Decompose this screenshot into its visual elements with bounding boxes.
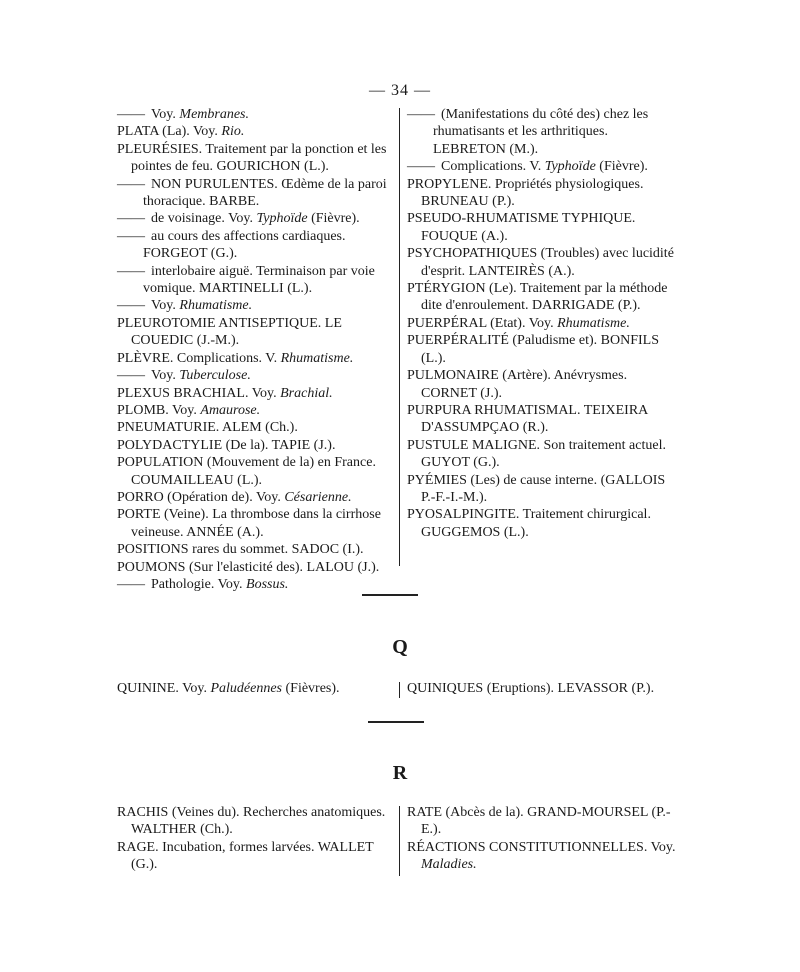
section-letter-r: R <box>392 762 408 784</box>
entry-italic: Bossus. <box>246 576 289 592</box>
entry-text: PUERPÉRALITÉ (Paludisme et). BONFILS (L.). <box>407 333 659 366</box>
index-entry <box>117 228 391 263</box>
index-entry <box>117 350 391 367</box>
entry-dash: —— <box>117 211 145 227</box>
entry-text: PSYCHOPATHIQUES (Troubles) avec lucidité d'esprit. LANTEIRÈS (A.). <box>407 246 674 279</box>
entry-dash: —— <box>117 263 145 279</box>
entry-italic: Membranes. <box>179 107 250 122</box>
entry-dash: —— <box>117 298 145 314</box>
entry-text: PLOMB. Voy. <box>117 402 201 418</box>
entry-text: PYÉMIES (Les) de cause interne. (GALLOIS P.-F.-I.-M.). <box>407 472 666 505</box>
entry-text: POPULATION (Mouvement de la) en France. COUMAILLEAU (L.). <box>117 455 376 488</box>
index-entry <box>117 804 391 839</box>
q-left-text: QUININE. Voy. <box>117 681 211 696</box>
index-entry <box>407 106 683 158</box>
index-entry <box>407 210 683 245</box>
entry-text: PROPYLENE. Propriétés physiologiques. BRUNEAU (P.). <box>407 176 644 210</box>
index-entry <box>407 437 683 472</box>
entry-after: (Fièvre). <box>307 211 360 227</box>
entry-text: POUMONS (Sur l'elasticité des). LALOU (J.). <box>117 559 380 575</box>
entry-text: PORRO (Opération de). Voy. <box>117 489 285 505</box>
entry-italic: Rio. <box>221 124 245 140</box>
column-divider-p <box>399 108 400 566</box>
entry-text: Pathologie. Voy. <box>151 576 247 592</box>
entry-text: PLATA (La). Voy. <box>117 124 222 140</box>
entry-text: PYOSALPINGITE. Traitement chirurgical. GUGGEMOS (L.). <box>407 507 651 540</box>
entry-text: Complications. V. <box>441 159 545 175</box>
entry-italic: Tuberculose. <box>179 368 251 384</box>
entry-text: RAGE. Incubation, formes larvées. WALLET (G.). <box>117 839 374 873</box>
entry-text: NON PURULENTES. Œdème de la paroi thoracique. BARBE. <box>143 176 387 210</box>
index-entry <box>407 367 683 402</box>
entry-text: PLEXUS BRACHIAL. Voy. <box>117 385 281 401</box>
entry-dash: —— <box>117 576 145 592</box>
index-entry <box>117 506 391 541</box>
index-entry <box>407 280 683 315</box>
entry-dash: —— <box>407 107 435 122</box>
q-right-text: QUINIQUES (Eruptions). LEVASSOR (P.). <box>407 681 655 696</box>
index-entry <box>117 176 391 211</box>
entry-text: PULMONAIRE (Artère). Anévrysmes. CORNET (J.). <box>407 368 628 401</box>
entry-italic: Rhumatisme. <box>179 298 253 314</box>
index-entry <box>407 315 683 332</box>
entry-text: PSEUDO-RHUMATISME TYPHIQUE. FOUQUE (A.). <box>407 211 636 244</box>
entry-dash: —— <box>117 228 145 244</box>
q-left-entry <box>117 680 391 697</box>
index-entry <box>117 437 391 454</box>
entry-text: PLEURÉSIES. Traitement par la ponction et les pointes de feu. GOURICHON (L.). <box>117 141 387 175</box>
entry-text: POSITIONS rares du sommet. SADOC (I.). <box>117 542 364 558</box>
entry-text: interlobaire aiguë. Terminaison par voie vomique. MARTINELLI (L.). <box>143 263 375 297</box>
index-entry <box>117 454 391 489</box>
index-entry <box>407 804 683 839</box>
index-entry <box>117 123 391 140</box>
entry-text: PLÈVRE. Complications. V. <box>117 350 281 366</box>
section-letter-q: Q <box>392 636 408 658</box>
right-column-p <box>407 106 683 541</box>
index-entry <box>117 559 391 576</box>
index-entry <box>117 541 391 558</box>
index-entry <box>117 402 391 419</box>
index-entry <box>117 315 391 350</box>
entry-text: RÉACTIONS CONSTITUTIONNELLES. Voy. <box>407 839 676 855</box>
index-entry <box>407 176 683 211</box>
index-entry <box>117 839 391 874</box>
entry-italic: Brachial. <box>280 385 333 401</box>
entry-text: Voy. <box>151 298 180 314</box>
entry-dash: —— <box>117 107 145 122</box>
index-entry <box>117 141 391 176</box>
left-column-p <box>117 106 391 593</box>
entry-italic: Typhoïde <box>544 159 596 175</box>
index-entry <box>407 245 683 280</box>
entry-italic: Rhumatisme. <box>557 315 630 331</box>
column-divider-r <box>399 806 400 876</box>
index-entry <box>117 367 391 384</box>
entry-text: Voy. <box>151 368 180 384</box>
entry-text: RACHIS (Veines du). Recherches anatomiques. WALTHER (Ch.). <box>117 805 386 838</box>
q-left-after: (Fièvres). <box>282 681 340 696</box>
entry-italic: Typhoïde <box>256 211 308 227</box>
index-entry <box>117 489 391 506</box>
entry-text: PURPURA RHUMATISMAL. TEIXEIRA D'ASSUMPÇAO (R.). <box>407 402 648 436</box>
page-number: — 34 — <box>369 82 431 99</box>
entry-text: PORTE (Veine). La thrombose dans la cirrhose veineuse. ANNÉE (A.). <box>117 507 381 540</box>
entry-after: (Fièvre). <box>595 159 648 175</box>
entry-italic: Amaurose. <box>200 402 261 418</box>
entry-text: RATE (Abcès de la). GRAND-MOURSEL (P.-E.). <box>407 805 671 838</box>
index-entry <box>117 106 391 123</box>
entry-text: (Manifestations du côté des) chez les rhumatisants et les arthritiques. LEBRETON (M.). <box>433 107 649 157</box>
q-right-entry <box>407 680 683 697</box>
entry-text: Voy. <box>151 107 180 122</box>
entry-dash: —— <box>117 176 145 192</box>
index-entry <box>117 419 391 436</box>
index-entry <box>117 210 391 227</box>
index-entry <box>407 839 683 874</box>
index-entry <box>117 297 391 314</box>
entry-text: POLYDACTYLIE (De la). TAPIE (J.). <box>117 437 336 453</box>
section-rule-1 <box>362 594 418 596</box>
index-entry <box>117 385 391 402</box>
entry-text: PTÉRYGION (Le). Traitement par la méthode dite d'enroulement. DARRIGADE (P.). <box>407 281 668 314</box>
q-left-italic: Paludéennes <box>210 681 282 696</box>
entry-text: au cours des affections cardiaques. FORGEOT (G.). <box>143 228 346 262</box>
entry-italic: Maladies. <box>421 857 477 873</box>
entry-text: PLEUROTOMIE ANTISEPTIQUE. LE COUEDIC (J.-M.). <box>117 315 342 349</box>
entry-text: de voisinage. Voy. <box>151 211 257 227</box>
right-column-r <box>407 804 683 874</box>
entry-italic: Rhumatisme. <box>280 350 354 366</box>
left-column-r <box>117 804 391 874</box>
column-divider-q <box>399 682 400 698</box>
entry-text: PUERPÉRAL (Etat). Voy. <box>407 315 558 331</box>
index-entry <box>407 158 683 175</box>
index-entry <box>407 506 683 541</box>
entry-dash: —— <box>407 159 435 175</box>
entry-text: PNEUMATURIE. ALEM (Ch.). <box>117 420 298 436</box>
index-entry <box>407 402 683 437</box>
index-entry <box>117 576 391 593</box>
index-entry <box>407 472 683 507</box>
entry-italic: Césarienne. <box>284 489 352 505</box>
index-entry <box>117 263 391 298</box>
entry-text: PUSTULE MALIGNE. Son traitement actuel. GUYOT (G.). <box>407 437 666 471</box>
section-rule-2 <box>368 721 424 723</box>
index-entry <box>407 332 683 367</box>
entry-dash: —— <box>117 368 145 384</box>
